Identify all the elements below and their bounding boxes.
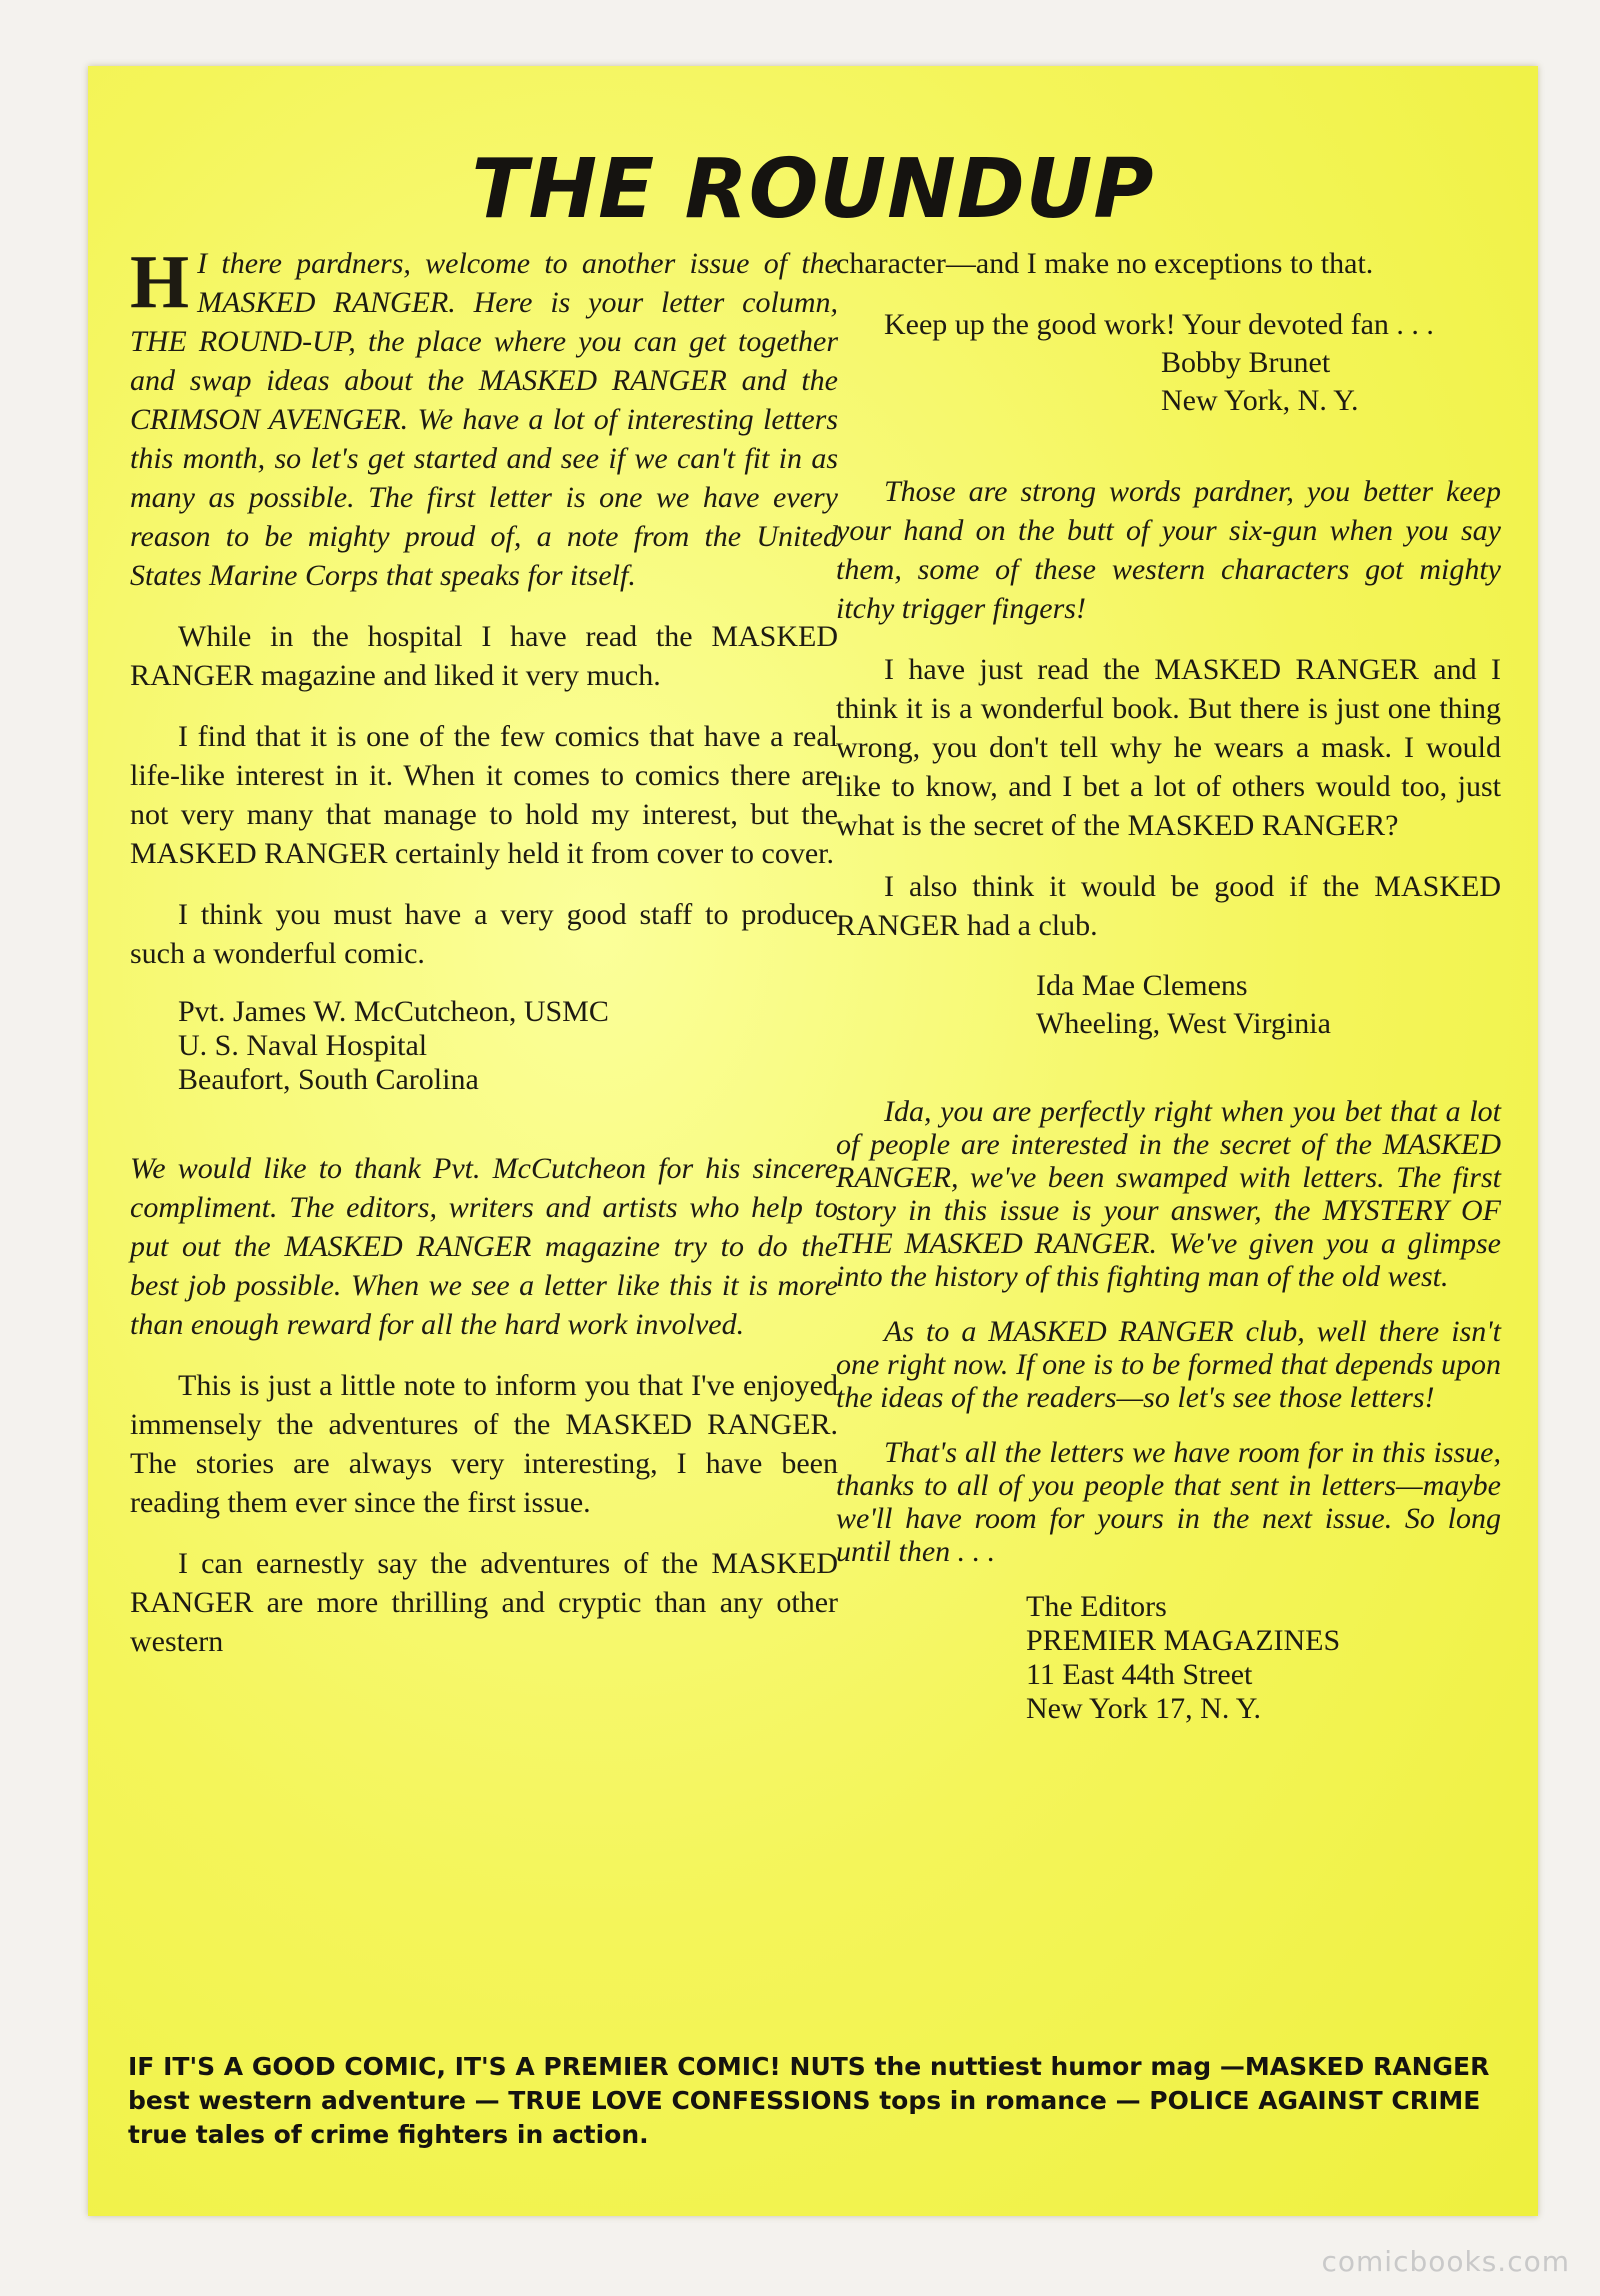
editor-reply-5: That's all the letters we have room for in this issue, thanks to all of you people that sent in letters—maybe we'll have room for yours in the next issue. So long until then . . . <box>836 1436 1501 1568</box>
right-column <box>836 244 1501 1726</box>
letter1-paragraph-1: While in the hospital I have read the MASKED RANGER magazine and liked it very much. <box>130 620 838 692</box>
signature-line: Pvt. James W. McCutcheon, USMC <box>178 995 609 1028</box>
letter2-continuation: character—and I make no exceptions to that. <box>836 247 1374 280</box>
signature-line: U. S. Naval Hospital <box>178 1029 428 1062</box>
letter1-signature <box>130 995 838 1097</box>
letter1-paragraph-2: I find that it is one of the few comics that have a real life-like interest in it. When it comes to comics there are not very many that manage to hold my interest, but the MASKED RANGER certainly held it from cover to cover. <box>130 720 838 870</box>
letter3-paragraph-1: I have just read the MASKED RANGER and I think it is a wonderful book. But there is just one thing wrong, you don't tell why he wears a mask. I would like to know, and I bet a lot of others would too, just what is the secret of the MASKED RANGER? <box>836 653 1501 842</box>
signature-line: New York, N. Y. <box>1161 384 1359 417</box>
signature-line: The Editors <box>1026 1590 1167 1623</box>
editors-signature <box>836 1590 1501 1726</box>
signature-line: New York 17, N. Y. <box>1026 1692 1262 1725</box>
letter2-paragraph-2: I can earnestly say the adventures of the MASKED RANGER are more thrilling and cryptic than any other western <box>130 1547 838 1658</box>
intro-text: I there pardners, welcome to another issue of the MASKED RANGER. Here is your letter column, THE ROUND-UP, the place where you can get together and swap ideas about the MASKED RANGER and the CRIMSON AVENGER. We have a lot of interesting letters this month, so let's get started and see if we can't fit in as many as possible. The first letter is one we have every reason to be mighty proud of, a note from the United States Marine Corps that speaks for itself. <box>130 247 838 592</box>
site-watermark: comicbooks.com <box>1321 2245 1570 2278</box>
intro-paragraph <box>130 240 838 595</box>
premier-ad-banner: IF IT'S A GOOD COMIC, IT'S A PREMIER COMIC! NUTS the nuttiest humor mag —MASKED RANGER best western adventure — TRUE LOVE CONFESSIONS tops in romance — POLICE AGAINST CRIME true tales of crime fighters in action. <box>128 2052 1490 2149</box>
letter2-paragraph-1: This is just a little note to inform you that I've enjoyed immensely the adventures of the MASKED RANGER. The stories are always very interesting, I have been reading them ever since the first issue. <box>130 1369 838 1519</box>
signature-line: 11 East 44th Street <box>1026 1658 1253 1691</box>
signature-line: Wheeling, West Virginia <box>1036 1007 1331 1040</box>
left-column <box>130 240 838 1661</box>
signature-line: Bobby Brunet <box>1161 346 1331 379</box>
letter3-paragraph-2: I also think it would be good if the MASKED RANGER had a club. <box>836 870 1501 942</box>
drop-cap: H <box>130 240 190 324</box>
editor-reply-4: As to a MASKED RANGER club, well there isn't one right now. If one is to be formed that depends upon the ideas of the readers—so let's see those letters! <box>836 1315 1501 1414</box>
editor-reply-2: Those are strong words pardner, you better keep your hand on the butt of your six-gun when you say them, some of these western characters got mighty itchy trigger fingers! <box>836 475 1501 625</box>
editor-reply-1: We would like to thank Pvt. McCutcheon for his sincere compliment. The editors, writers and artists who help to put out the MASKED RANGER magazine try to do the best job possible. When we see a letter like this it is more than enough reward for all the hard work involved. <box>130 1152 838 1341</box>
comic-page <box>88 66 1538 2216</box>
signature-line: PREMIER MAGAZINES <box>1026 1624 1341 1657</box>
letter2-signature <box>836 344 1501 420</box>
letter3-signature <box>836 967 1501 1043</box>
signature-line: Ida Mae Clemens <box>1036 969 1248 1002</box>
letter1-paragraph-3: I think you must have a very good staff to produce such a wonderful comic. <box>130 898 838 970</box>
letter2-paragraph-3: Keep up the good work! Your devoted fan . . . <box>884 308 1434 341</box>
editor-reply-3: Ida, you are perfectly right when you bet that a lot of people are interested in the secret of the MASKED RANGER, we've been swamped with letters. The first story in this issue is your answer, the MYSTERY OF THE MASKED RANGER. We've given you a glimpse into the history of this fighting man of the old west. <box>836 1095 1501 1293</box>
signature-line: Beaufort, South Carolina <box>178 1063 479 1096</box>
page-title: THE ROUNDUP <box>471 142 1155 237</box>
